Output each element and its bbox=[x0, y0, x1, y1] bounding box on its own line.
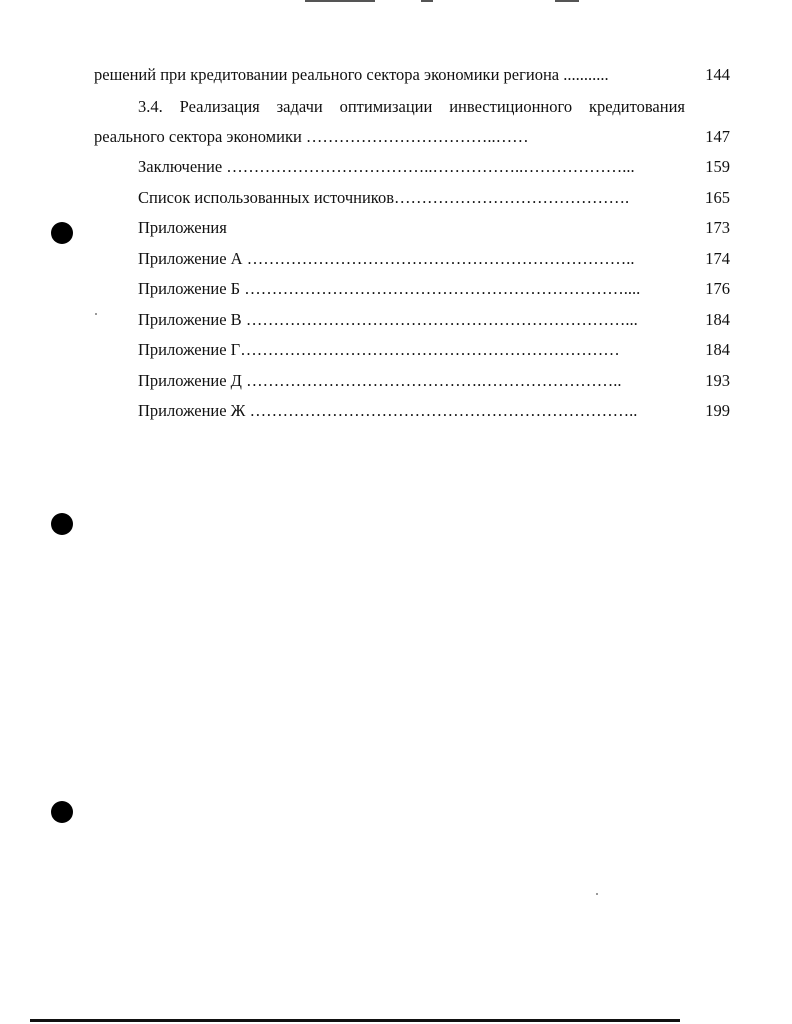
toc-page-number: 184 bbox=[705, 310, 730, 329]
toc-row bbox=[0, 370, 792, 392]
toc-row bbox=[0, 248, 792, 270]
toc-entry-label: Приложения bbox=[138, 218, 227, 237]
toc-row bbox=[0, 126, 792, 148]
toc-row bbox=[0, 278, 792, 300]
toc-row bbox=[0, 187, 792, 209]
toc-entry-label: Заключение ………………………………..……………..………………... bbox=[138, 157, 635, 176]
toc-page-number: 199 bbox=[705, 401, 730, 420]
toc-entry-label: Приложение В ……………………………………………………………... bbox=[138, 310, 638, 329]
toc-entry-label: Приложение Г…………………………………………………………… bbox=[138, 340, 620, 359]
toc-entry-label: 3.4. Реализация задачи оптимизации инвестиционного кредитования bbox=[138, 97, 685, 116]
toc-row bbox=[0, 217, 792, 239]
toc-row bbox=[0, 309, 792, 331]
scan-mark bbox=[305, 0, 375, 2]
toc-entry-label: Приложение Д …………………………………….…………………….. bbox=[138, 371, 622, 390]
toc-row bbox=[0, 156, 792, 178]
scan-speck bbox=[596, 893, 598, 895]
toc-entry-label: Приложение Ж …………………………………………………………….. bbox=[138, 401, 638, 420]
toc-page-number: 174 bbox=[705, 249, 730, 268]
toc-row bbox=[0, 96, 792, 118]
toc-entry-label: Список использованных источников……………………………………. bbox=[138, 188, 630, 207]
toc-entry-label: Приложение Б …………………………………………………………….... bbox=[138, 279, 641, 298]
toc-page-number: 173 bbox=[705, 218, 730, 237]
toc-page-number: 159 bbox=[705, 157, 730, 176]
toc-page-number: 144 bbox=[705, 65, 730, 84]
toc-page-number: 176 bbox=[705, 279, 730, 298]
toc-page-number: 184 bbox=[705, 340, 730, 359]
toc-page-number: 147 bbox=[705, 127, 730, 146]
toc-page-number: 193 bbox=[705, 371, 730, 390]
scan-mark bbox=[555, 0, 579, 2]
toc-entry-label: решений при кредитовании реального сектора экономики региона ........... bbox=[94, 65, 609, 84]
toc-entry-label: Приложение А …………………………………………………………….. bbox=[138, 249, 635, 268]
scan-mark bbox=[421, 0, 433, 2]
binder-hole bbox=[51, 513, 73, 535]
toc-row bbox=[0, 400, 792, 422]
toc-page-number: 165 bbox=[705, 188, 730, 207]
toc-row bbox=[0, 64, 792, 86]
toc-row bbox=[0, 339, 792, 361]
binder-hole bbox=[51, 801, 73, 823]
bottom-rule bbox=[30, 1019, 680, 1022]
toc-entry-label: реального сектора экономики ……………………………..…… bbox=[94, 127, 529, 146]
